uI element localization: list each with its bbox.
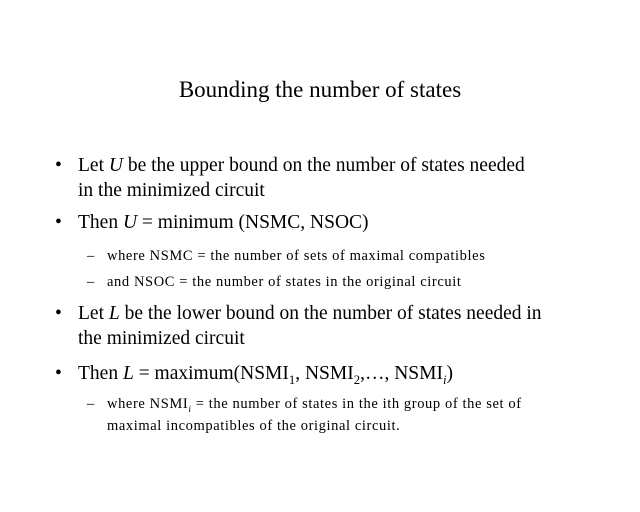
bullet-mark: • (55, 303, 62, 324)
subscript: 2 (353, 372, 361, 387)
sub-bullet-text: where NSMC = the number of sets of maximal compatibles (107, 248, 486, 264)
sub-bullet-text: where $NSMI_i$ = the number of states in the ith group of the set of maximal incompatibles of the original circuit. (107, 396, 522, 434)
variable-u: U (122, 212, 138, 233)
sub-bullet-text: and NSOC = the number of states in the original circuit (107, 274, 462, 290)
variable-u: U (108, 155, 123, 176)
slide-title: Bounding the number of states (178, 77, 462, 102)
sub-bullet-mark: – (87, 248, 95, 264)
variable-l: L (108, 303, 120, 324)
bullet-mark: • (55, 363, 62, 384)
bullet-mark: • (55, 212, 62, 233)
bullet-text: Let U be the upper bound on the number of states needed in the minimized circuit (78, 155, 525, 201)
subscript: i (188, 404, 192, 415)
subscript: i (442, 372, 447, 387)
bullet-text: Then U = minimum (NSMC, NSOC) (78, 212, 369, 233)
sub-bullet-mark: – (87, 396, 95, 412)
bullet-mark: • (55, 155, 62, 176)
bullet-text: Then $L = maximum(NSMI_1$, $NSMI_2,\dots$, $NSMI_i$) (78, 363, 453, 387)
subscript: 1 (288, 372, 296, 387)
sub-bullet-mark: – (87, 274, 95, 290)
bullet-text: Let L be the lower bound on the number of states needed in the minimized circuit (78, 303, 542, 349)
variable-l: L (122, 363, 134, 384)
